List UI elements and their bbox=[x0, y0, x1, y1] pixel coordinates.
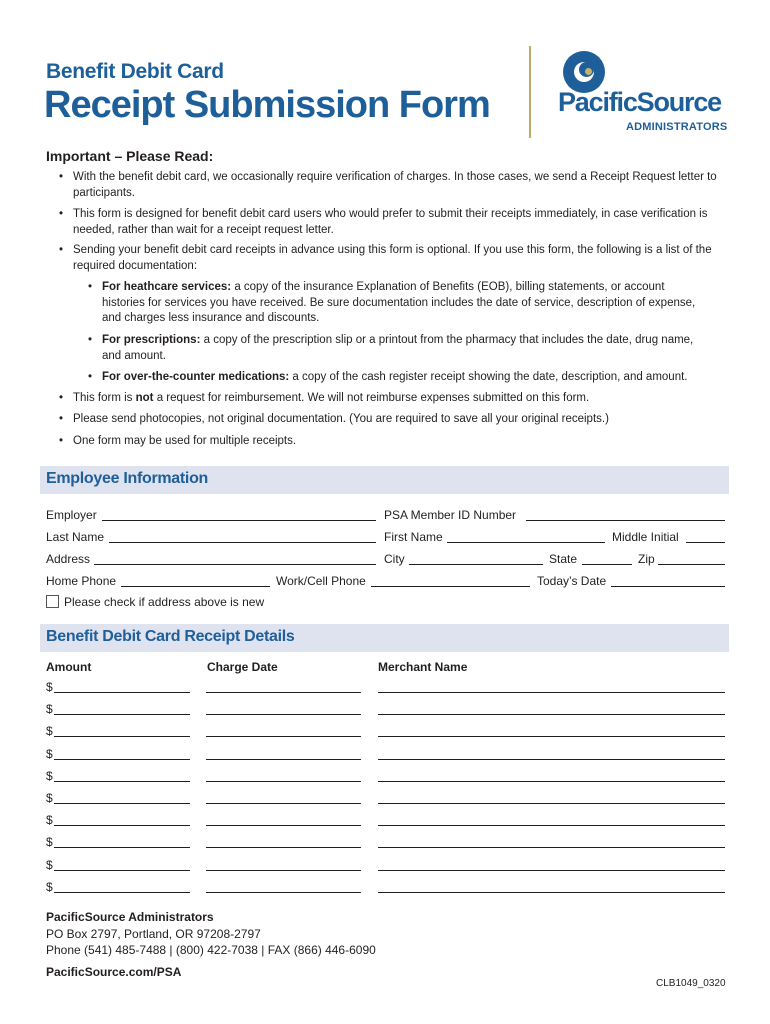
employer-label: Employer bbox=[46, 508, 97, 522]
merchant-name-field[interactable] bbox=[378, 736, 725, 737]
amount-currency-symbol: $ bbox=[46, 791, 53, 805]
sub-bullet-prescriptions bbox=[102, 333, 702, 364]
charge-date-field[interactable] bbox=[206, 692, 361, 693]
bullet-photocopies: • Please send photocopies, not original documentation. (You are required to save all your original receipts.) bbox=[73, 412, 728, 428]
logo-subtitle: ADMINISTRATORS bbox=[626, 121, 728, 133]
employee-info-title: Employee Information bbox=[46, 470, 209, 487]
employee-info-header bbox=[40, 466, 729, 494]
work-phone-field[interactable] bbox=[371, 586, 530, 587]
form-title: Receipt Submission Form bbox=[44, 84, 490, 126]
amount-field[interactable] bbox=[54, 803, 190, 804]
otc-text: a copy of the cash register receipt showing the date, description, and amount. bbox=[289, 371, 688, 383]
healthcare-text: a copy of the insurance Explanation of Benefits (EOB), billing statements, or account histories for services you have received. Be sure documentation includes the date of service, description of expense, and charges less insurance and discounts. bbox=[102, 281, 696, 324]
amount-field[interactable] bbox=[54, 736, 190, 737]
member-id-field[interactable] bbox=[526, 520, 725, 521]
new-address-label: Please check if address above is new bbox=[64, 595, 265, 609]
sub-bullet-otc bbox=[102, 370, 732, 386]
charge-date-field[interactable] bbox=[206, 892, 361, 893]
bullet-verification: • With the benefit debit card, we occasionally require verification of charges. In those cases, we send a Receipt Request letter to participants. bbox=[73, 170, 728, 201]
not-reimb-pre: This form is bbox=[73, 392, 136, 404]
zip-field[interactable] bbox=[658, 564, 725, 565]
logo-dot bbox=[585, 68, 592, 75]
charge-date-field[interactable] bbox=[206, 759, 361, 760]
city-label: City bbox=[384, 552, 405, 566]
amount-field[interactable] bbox=[54, 781, 190, 782]
merchant-name-field[interactable] bbox=[378, 870, 725, 871]
amount-currency-symbol: $ bbox=[46, 724, 53, 738]
amount-field[interactable] bbox=[54, 892, 190, 893]
footer-phone: Phone (541) 485-7488 | (800) 422-7038 | FAX (866) 446-6090 bbox=[46, 943, 376, 957]
bullet-one-form: • One form may be used for multiple receipts. bbox=[73, 434, 728, 450]
merchant-name-field[interactable] bbox=[378, 803, 725, 804]
charge-date-field[interactable] bbox=[206, 870, 361, 871]
otc-label: For over-the-counter medications: bbox=[102, 371, 290, 383]
amount-field[interactable] bbox=[54, 714, 190, 715]
amount-field[interactable] bbox=[54, 825, 190, 826]
prescriptions-label: For prescriptions: bbox=[102, 334, 201, 346]
merchant-name-column-header: Merchant Name bbox=[378, 660, 468, 674]
member-id-label: PSA Member ID Number bbox=[384, 508, 517, 522]
merchant-name-field[interactable] bbox=[378, 892, 725, 893]
amount-currency-symbol: $ bbox=[46, 747, 53, 761]
charge-date-field[interactable] bbox=[206, 714, 361, 715]
bullet-optional: • Sending your benefit debit card receipts in advance using this form is optional. If you use this form, the following is a list of the required documentation: bbox=[73, 243, 728, 274]
todays-date-label: Today’s Date bbox=[537, 574, 607, 588]
address-label: Address bbox=[46, 552, 91, 566]
sub-bullet-healthcare bbox=[102, 280, 702, 327]
address-field[interactable] bbox=[94, 564, 376, 565]
healthcare-label: For heathcare services: bbox=[102, 281, 232, 293]
amount-currency-symbol: $ bbox=[46, 680, 53, 694]
state-label: State bbox=[549, 552, 578, 566]
receipt-details-header bbox=[40, 624, 729, 652]
charge-date-field[interactable] bbox=[206, 736, 361, 737]
merchant-name-field[interactable] bbox=[378, 825, 725, 826]
prescriptions-text: a copy of the prescription slip or a printout from the pharmacy that includes the date, drug name, and amount. bbox=[102, 334, 694, 362]
city-field[interactable] bbox=[409, 564, 543, 565]
merchant-name-field[interactable] bbox=[378, 759, 725, 760]
merchant-name-field[interactable] bbox=[378, 692, 725, 693]
todays-date-field[interactable] bbox=[611, 586, 725, 587]
logo-name: PacificSource bbox=[558, 87, 721, 117]
amount-field[interactable] bbox=[54, 759, 190, 760]
amount-currency-symbol: $ bbox=[46, 858, 53, 872]
bullet-not-reimbursement bbox=[73, 391, 728, 407]
bullet-designed-for: • This form is designed for benefit debit card users who would prefer to submit their receipts immediately, in case verification is needed, rather than wait for a receipt request letter. bbox=[73, 207, 728, 238]
home-phone-field[interactable] bbox=[121, 586, 270, 587]
amount-currency-symbol: $ bbox=[46, 880, 53, 894]
footer-org: PacificSource Administrators bbox=[46, 910, 214, 924]
amount-currency-symbol: $ bbox=[46, 813, 53, 827]
middle-initial-field[interactable] bbox=[686, 542, 725, 543]
charge-date-field[interactable] bbox=[206, 847, 361, 848]
receipt-details-title: Benefit Debit Card Receipt Details bbox=[46, 628, 295, 645]
amount-field[interactable] bbox=[54, 847, 190, 848]
amount-currency-symbol: $ bbox=[46, 835, 53, 849]
charge-date-field[interactable] bbox=[206, 825, 361, 826]
not-reimb-post: a request for reimbursement. We will not reimburse expenses submitted on this form. bbox=[153, 392, 590, 404]
home-phone-label: Home Phone bbox=[46, 574, 117, 588]
zip-label: Zip bbox=[638, 552, 655, 566]
form-code: CLB1049_0320 bbox=[656, 978, 726, 989]
merchant-name-field[interactable] bbox=[378, 714, 725, 715]
middle-initial-label: Middle Initial bbox=[612, 530, 679, 544]
first-name-field[interactable] bbox=[447, 542, 605, 543]
new-address-checkbox[interactable] bbox=[46, 595, 59, 608]
last-name-label: Last Name bbox=[46, 530, 105, 544]
work-phone-label: Work/Cell Phone bbox=[276, 574, 366, 588]
merchant-name-field[interactable] bbox=[378, 847, 725, 848]
merchant-name-field[interactable] bbox=[378, 781, 725, 782]
charge-date-field[interactable] bbox=[206, 781, 361, 782]
amount-field[interactable] bbox=[54, 870, 190, 871]
header-divider bbox=[529, 46, 531, 138]
amount-field[interactable] bbox=[54, 692, 190, 693]
form-subtitle: Benefit Debit Card bbox=[46, 60, 224, 83]
amount-currency-symbol: $ bbox=[46, 769, 53, 783]
charge-date-field[interactable] bbox=[206, 803, 361, 804]
first-name-label: First Name bbox=[384, 530, 443, 544]
state-field[interactable] bbox=[582, 564, 632, 565]
employer-field[interactable] bbox=[102, 520, 376, 521]
charge-date-column-header: Charge Date bbox=[207, 660, 278, 674]
footer-website[interactable]: PacificSource.com/PSA bbox=[46, 965, 182, 979]
not-reimb-bold: not bbox=[135, 392, 154, 404]
amount-currency-symbol: $ bbox=[46, 702, 53, 716]
amount-column-header: Amount bbox=[46, 660, 92, 674]
footer-address: PO Box 2797, Portland, OR 97208-2797 bbox=[46, 927, 261, 941]
important-heading: Important – Please Read: bbox=[46, 148, 214, 164]
last-name-field[interactable] bbox=[109, 542, 376, 543]
